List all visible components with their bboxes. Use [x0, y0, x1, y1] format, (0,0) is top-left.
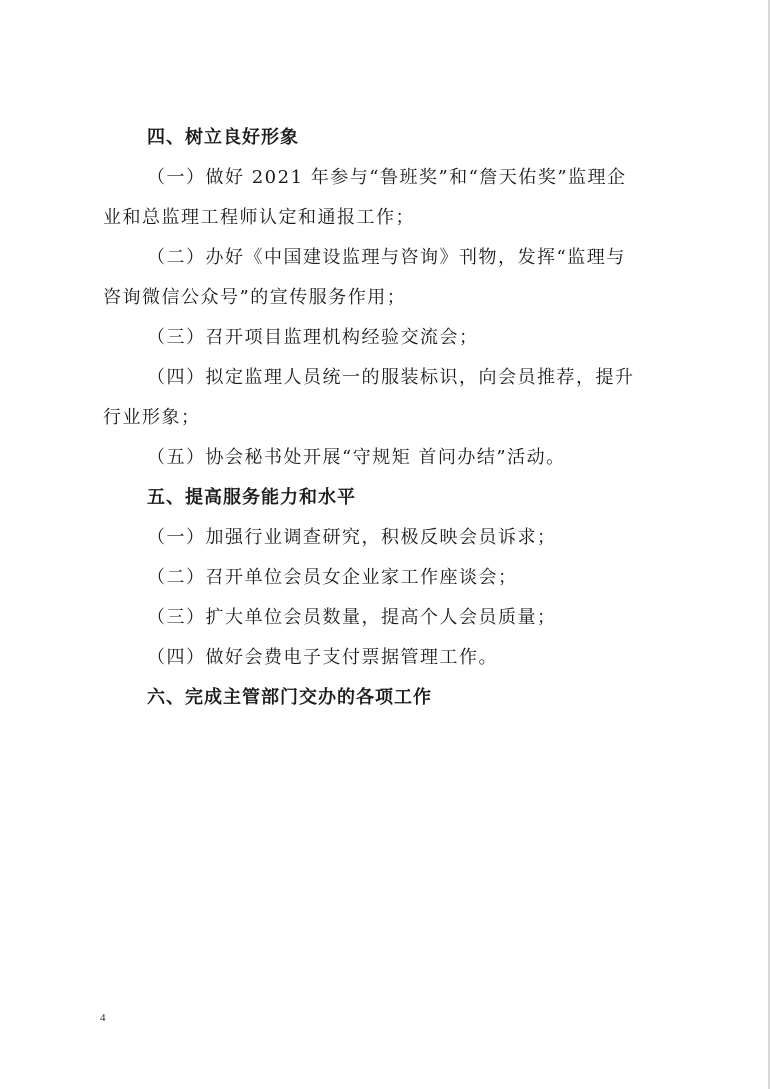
list-item [103, 438, 673, 478]
item-line: （四）做好会费电子支付票据管理工作。 [147, 647, 498, 668]
item-line: 咨询微信公众号”的宣传服务作用； [103, 287, 407, 308]
list-item [103, 518, 673, 558]
item-line: （三）扩大单位会员数量，提高个人会员质量； [147, 607, 557, 628]
item-line: 业和总监理工程师认定和通报工作； [103, 207, 415, 228]
list-item [103, 638, 673, 678]
item-line: 行业形象； [103, 407, 201, 428]
list-item [103, 158, 673, 238]
section-heading: 四、树立良好形象 [147, 127, 299, 148]
item-line: （一）做好 2021 年参与“鲁班奖”和“詹天佑奖”监理企 [147, 167, 627, 188]
page-number: 4 [100, 1012, 106, 1024]
item-line: （四）拟定监理人员统一的服装标识，向会员推荐，提升 [147, 367, 635, 388]
document-body [103, 118, 673, 718]
list-item [103, 238, 673, 318]
section-heading: 六、完成主管部门交办的各项工作 [147, 687, 432, 708]
list-item [103, 358, 673, 438]
list-item [103, 558, 673, 598]
item-line: （五）协会秘书处开展“守规矩 首问办结”活动。 [147, 447, 566, 468]
item-line: （三）召开项目监理机构经验交流会； [147, 327, 479, 348]
item-line: （二）召开单位会员女企业家工作座谈会； [147, 567, 518, 588]
item-line: （二）办好《中国建设监理与咨询》刊物，发挥“监理与 [147, 247, 626, 268]
list-item [103, 318, 673, 358]
list-item [103, 598, 673, 638]
section-heading: 五、提高服务能力和水平 [147, 487, 356, 508]
item-line: （一）加强行业调查研究，积极反映会员诉求； [147, 527, 557, 548]
